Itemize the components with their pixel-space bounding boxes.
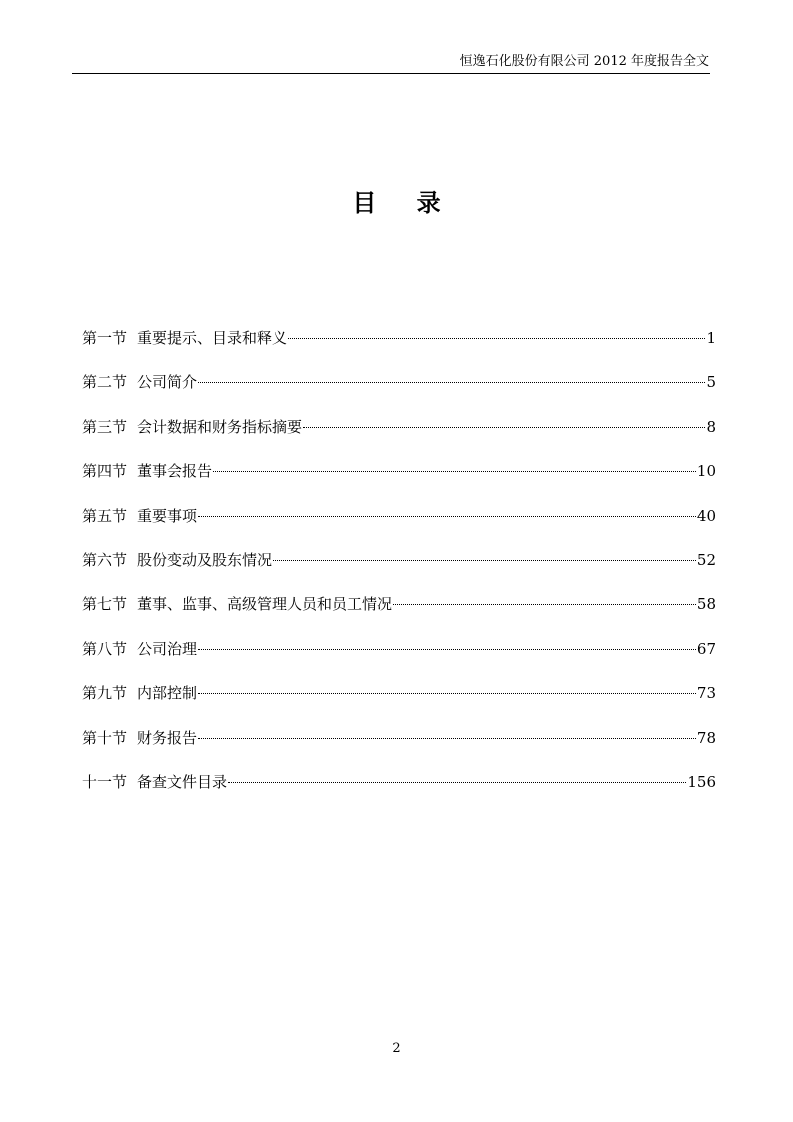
toc-entry-label: 财务报告 [137,728,198,747]
toc-entry[interactable] [82,370,716,414]
toc-entry[interactable] [82,326,716,370]
toc-section-number: 十一节 [82,772,128,791]
toc-dot-leader [198,516,696,517]
toc-page-number: 8 [706,417,716,436]
toc-entry[interactable] [82,637,716,681]
page-number: 2 [392,1041,401,1056]
toc-dot-leader [303,427,705,428]
toc-page-number: 156 [687,772,716,791]
toc-dot-leader [213,471,696,472]
toc-entry-label: 内部控制 [137,684,198,703]
toc-entry-label: 董事、监事、高级管理人员和员工情况 [137,595,393,614]
toc-title: 目 录 [352,188,457,217]
toc-entry[interactable] [82,504,716,548]
toc-entry-label: 公司治理 [137,639,198,658]
toc-entry[interactable] [82,592,716,636]
toc-list [82,326,716,814]
toc-dot-leader [288,338,705,339]
toc-section-number: 第一节 [82,329,128,347]
toc-section-number: 第六节 [82,550,128,569]
toc-entry-label: 股份变动及股东情况 [137,550,273,569]
toc-dot-leader [228,782,686,783]
toc-entry-label: 会计数据和财务指标摘要 [137,417,303,436]
toc-dot-leader [273,560,696,561]
toc-dot-leader [198,382,705,383]
toc-entry[interactable] [82,548,716,592]
toc-entry-label: 重要事项 [137,506,198,525]
toc-section-number: 第五节 [82,506,128,525]
toc-entry-label: 公司简介 [137,373,198,392]
toc-entry[interactable] [82,415,716,459]
header-divider [72,73,710,74]
toc-section-number: 第三节 [82,417,128,436]
toc-dot-leader [198,738,696,739]
running-header: 恒逸石化股份有限公司 2012 年度报告全文 [459,54,709,69]
toc-entry[interactable] [82,459,716,503]
toc-section-number: 第二节 [82,373,128,392]
toc-entry-label: 董事会报告 [137,462,213,481]
toc-entry-label: 重要提示、目录和释义 [137,329,288,347]
toc-page-number: 67 [696,639,716,658]
toc-page-number: 40 [696,506,716,525]
toc-entry[interactable] [82,726,716,770]
toc-entry[interactable] [82,770,716,814]
toc-dot-leader [198,693,696,694]
toc-section-number: 第八节 [82,639,128,658]
toc-page-number: 78 [696,728,716,747]
toc-page-number: 52 [696,550,716,569]
toc-section-number: 第七节 [82,595,128,614]
toc-entry-label: 备查文件目录 [137,772,228,791]
toc-page-number: 10 [696,462,716,481]
toc-page-number: 5 [706,373,716,392]
toc-section-number: 第四节 [82,462,128,481]
toc-page-number: 58 [696,595,716,614]
toc-dot-leader [198,649,696,650]
toc-section-number: 第九节 [82,684,128,703]
toc-section-number: 第十节 [82,728,128,747]
toc-page-number: 1 [706,329,716,347]
toc-dot-leader [393,604,696,605]
toc-entry[interactable] [82,681,716,725]
toc-page-number: 73 [696,684,716,703]
